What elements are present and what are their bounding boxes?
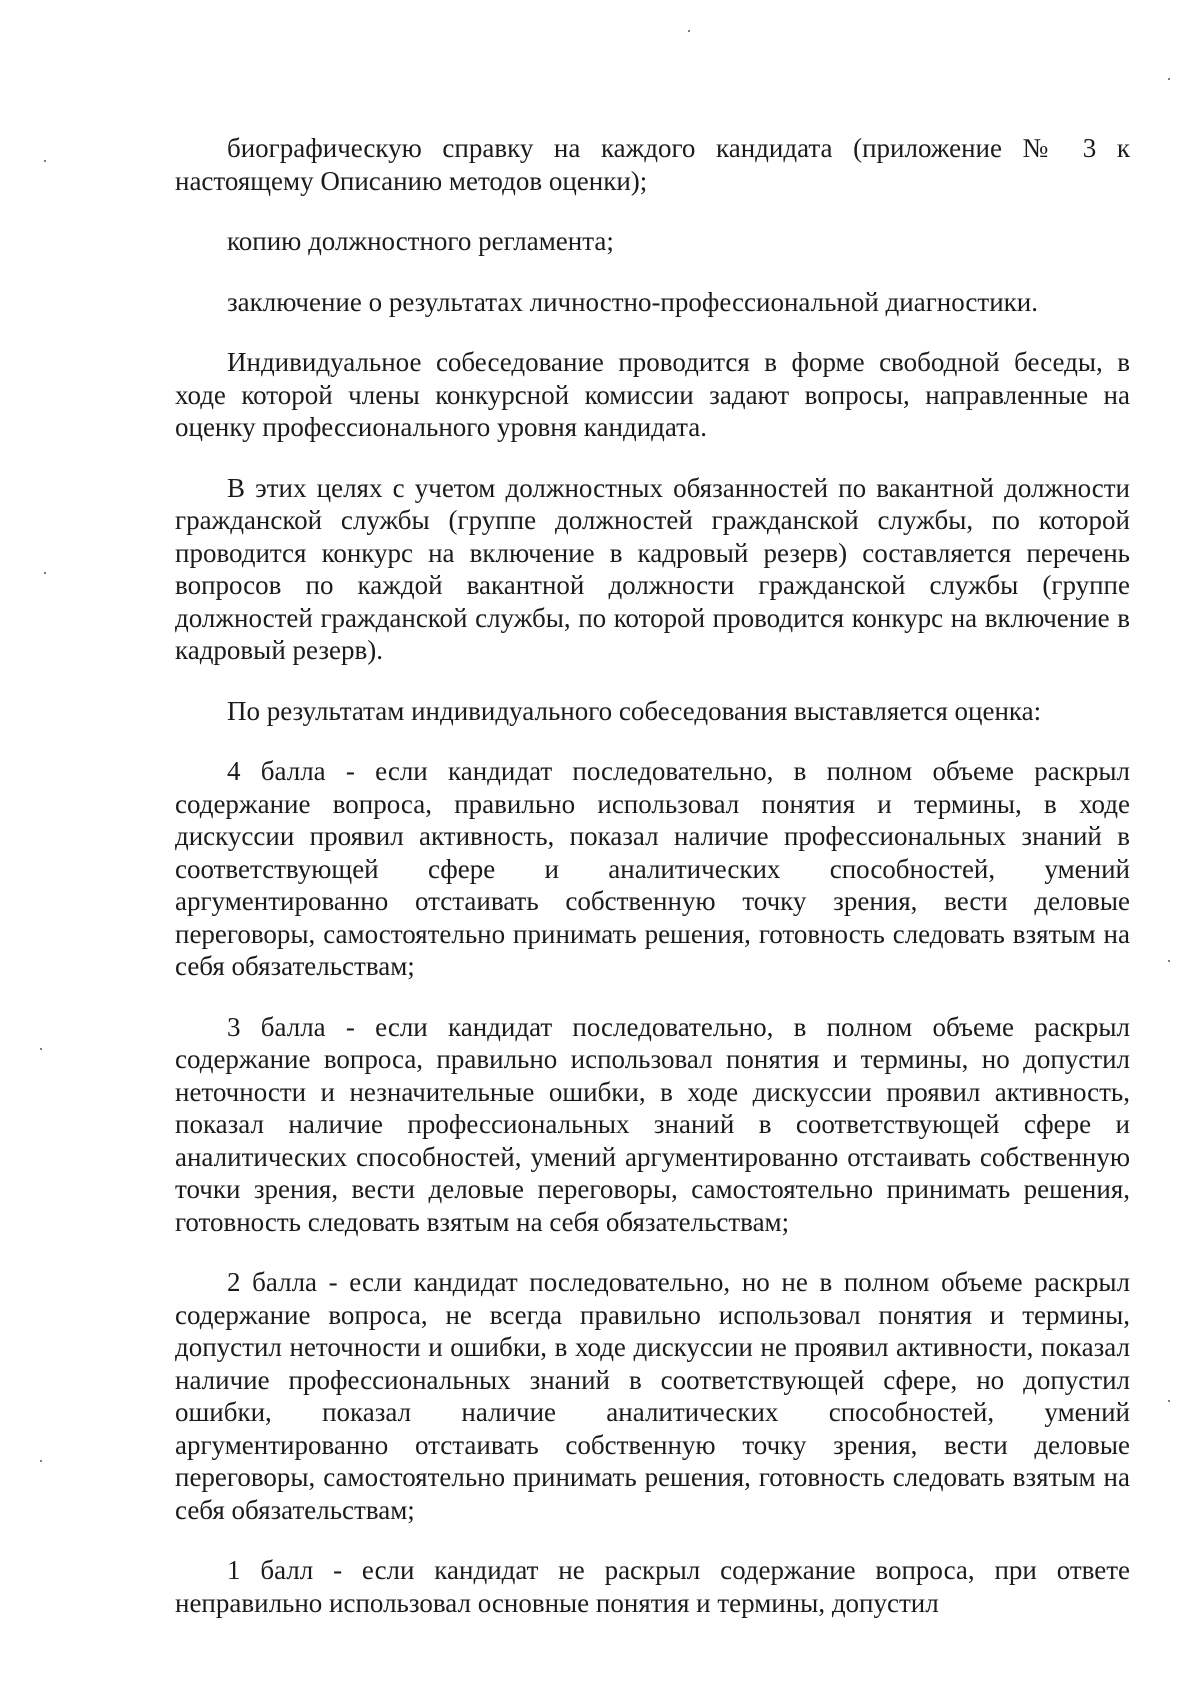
- paragraph-diagnostics-conclusion: заключение о результатах личностно-профессиональной диагностики.: [227, 286, 1038, 317]
- paragraph-score-3: 3 балла - если кандидат последовательно, в полном объеме раскрыл содержание вопроса, правильно использовал понятия и термины, но допустил неточности и незначительные ошибки, в ходе дискуссии проявил активность, показал наличие профессиональных знаний в соответствующей сфере и аналитических способностей, умений аргументированно отстаивать собственную точки зрения, вести деловые переговоры, самостоятельно принимать решения, готовность следовать взятым на себя обязательствам;: [175, 1011, 1130, 1237]
- scan-speck: [40, 1048, 42, 1050]
- document-body: [175, 132, 1130, 1647]
- paragraph-questions-list: В этих целях с учетом должностных обязанностей по вакантной должности гражданской службы (группе должностей гражданской службы, по которой проводится конкурс на включение в кадровый резерв) составляется перечень вопросов по каждой вакантной должности гражданской службы (группе должностей гражданской службы, по которой проводится конкурс на включение в кадровый резерв).: [175, 472, 1130, 665]
- scan-speck: [40, 1460, 42, 1462]
- paragraph-score-4: 4 балла - если кандидат последовательно, в полном объеме раскрыл содержание вопроса, правильно использовал понятия и термины, в ходе дискуссии проявил активность, показал наличие профессиональных знаний в соответствующей сфере и аналитических способностей, умений аргументированно отстаивать собственную точку зрения, вести деловые переговоры, самостоятельно принимать решения, готовность следовать взятым на себя обязательствам;: [175, 756, 1130, 981]
- paragraph-score-1: 1 балл - если кандидат не раскрыл содержание вопроса, при ответе неправильно использовал основные понятия и термины, допустил: [175, 1555, 1130, 1618]
- scan-speck: [1168, 1400, 1170, 1402]
- scan-speck: [44, 572, 46, 574]
- scan-speck: [1168, 78, 1170, 80]
- scan-speck: [688, 30, 690, 32]
- paragraph-biographical-note: биографическую справку на каждого кандидата (приложение № 3 к настоящему Описанию методов оценки);: [175, 133, 1130, 196]
- paragraph-job-regulation-copy: копию должностного регламента;: [227, 226, 614, 256]
- paragraph-interview-form: Индивидуальное собеседование проводится в форме свободной беседы, в ходе которой члены конкурсной комиссии задают вопросы, направленные на оценку профессионального уровня кандидата.: [175, 347, 1130, 442]
- scan-speck: [1168, 960, 1170, 962]
- paragraph-score-2: 2 балла - если кандидат последовательно, но не в полном объеме раскрыл содержание вопроса, не всегда правильно использовал понятия и термины, допустил неточности и ошибки, в ходе дискуссии не проявил активности, показал наличие профессиональных знаний в соответствующей сфере, но допустил ошибки, показал наличие аналитических способностей, умений аргументированно отстаивать собственную точку зрения, вести деловые переговоры, самостоятельно принимать решения, готовность следовать взятым на себя обязательствам;: [175, 1267, 1130, 1525]
- paragraph-scoring-intro: По результатам индивидуального собеседования выставляется оценка:: [227, 695, 1042, 726]
- scan-speck: [44, 160, 46, 162]
